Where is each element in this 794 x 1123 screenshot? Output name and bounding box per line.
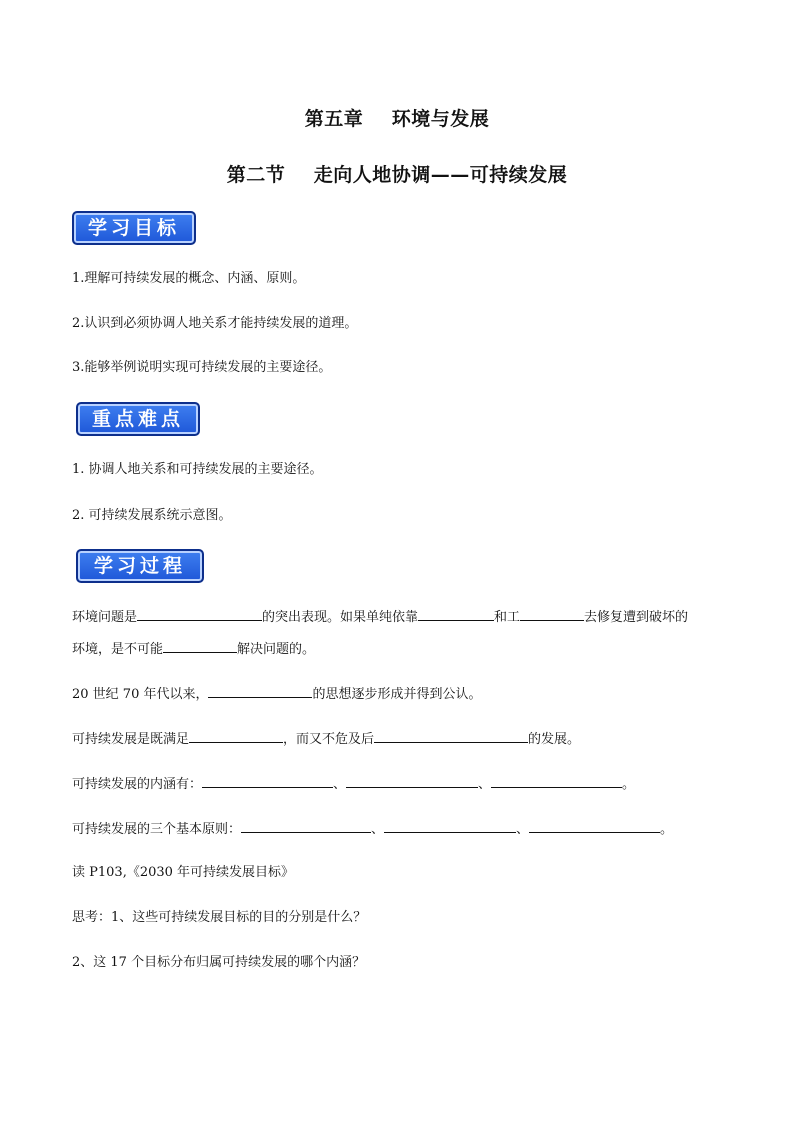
- reading-instruction: 读 P103,《2030 年可持续发展目标》: [72, 865, 295, 880]
- fill-in-paragraph-2: [72, 684, 482, 704]
- text-segment: 去修复遭到破坏的: [584, 610, 689, 625]
- text-segment: 、: [478, 777, 492, 792]
- answer-blank[interactable]: [520, 607, 584, 621]
- text-segment: 和工: [494, 610, 521, 625]
- text-segment: ，而又不危及后: [283, 732, 375, 747]
- question-2: 2、这 17 个目标分布归属可持续发展的哪个内涵？: [72, 955, 366, 970]
- fill-in-paragraph-5: [72, 819, 673, 839]
- answer-blank[interactable]: [202, 774, 333, 788]
- answer-blank[interactable]: [208, 684, 312, 698]
- key-point-item-2: 2. 可持续发展系统示意图。: [72, 508, 232, 523]
- answer-blank[interactable]: [418, 607, 494, 621]
- text-segment: 环境问题是: [72, 610, 138, 625]
- text-segment: 可持续发展是既满足: [72, 732, 190, 747]
- key-points-badge: 重点难点: [76, 402, 200, 436]
- section-title: 第二节 走向人地协调——可持续发展: [226, 164, 568, 186]
- answer-blank[interactable]: [163, 639, 237, 653]
- learning-goals-badge: 学习目标: [72, 211, 196, 245]
- text-segment: 环境，是不可能: [72, 642, 164, 657]
- answer-blank[interactable]: [346, 774, 478, 788]
- text-segment: 。: [622, 777, 636, 792]
- text-segment: 的发展。: [528, 732, 581, 747]
- text-segment: 、: [371, 822, 385, 837]
- answer-blank[interactable]: [529, 819, 660, 833]
- text-segment: 、: [333, 777, 347, 792]
- answer-blank[interactable]: [491, 774, 622, 788]
- chapter-title: 第五章 环境与发展: [304, 108, 490, 130]
- text-segment: 可持续发展的内涵有：: [72, 777, 203, 792]
- goal-item-2: 2.认识到必须协调人地关系才能持续发展的道理。: [72, 316, 358, 331]
- key-point-item-1: 1. 协调人地关系和可持续发展的主要途径。: [72, 462, 323, 477]
- fill-in-paragraph-1-cont: [72, 639, 315, 659]
- goal-item-3: 3.能够举例说明实现可持续发展的主要途径。: [72, 360, 332, 375]
- fill-in-paragraph-3: [72, 729, 580, 749]
- question-1: 思考：1、这些可持续发展目标的目的分别是什么？: [72, 910, 367, 925]
- answer-blank[interactable]: [189, 729, 283, 743]
- text-segment: 可持续发展的三个基本原则：: [72, 822, 242, 837]
- goal-item-1: 1.理解可持续发展的概念、内涵、原则。: [72, 271, 306, 286]
- learning-process-badge: 学习过程: [76, 549, 204, 583]
- text-segment: 解决问题的。: [237, 642, 316, 657]
- fill-in-paragraph-4: [72, 774, 635, 794]
- text-segment: 、: [516, 822, 530, 837]
- answer-blank[interactable]: [384, 819, 516, 833]
- answer-blank[interactable]: [374, 729, 528, 743]
- answer-blank[interactable]: [137, 607, 262, 621]
- answer-blank[interactable]: [241, 819, 371, 833]
- text-segment: 的思想逐步形成并得到公认。: [312, 687, 482, 702]
- text-segment: 。: [660, 822, 674, 837]
- fill-in-paragraph-1: [72, 607, 688, 627]
- text-segment: 的突出表现。如果单纯依靠: [262, 610, 419, 625]
- text-segment: 20 世纪 70 年代以来，: [72, 687, 209, 702]
